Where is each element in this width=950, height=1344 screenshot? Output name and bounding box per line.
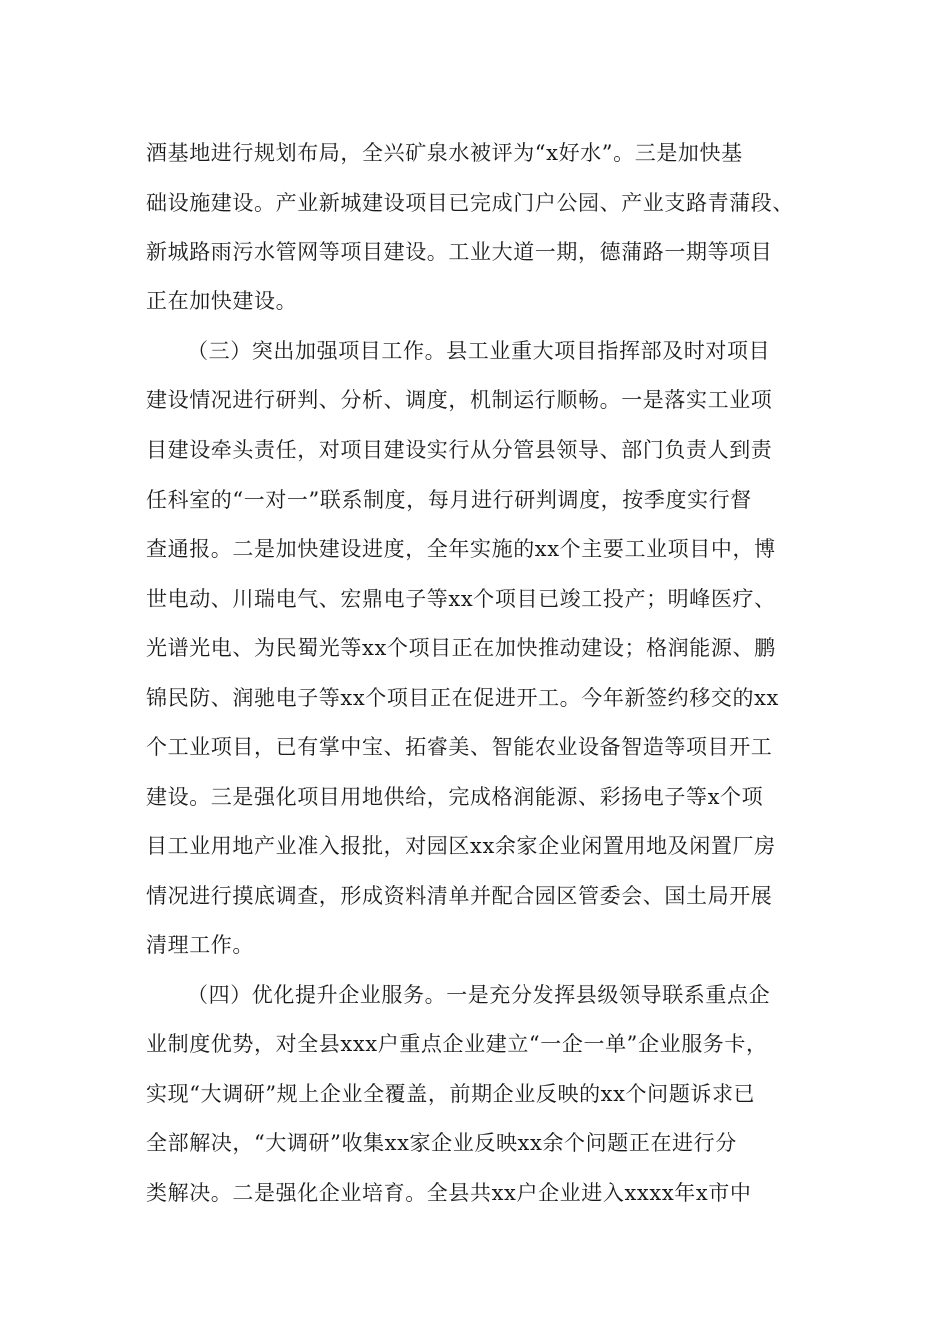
text-line-4: 正在加快建设。 [146,289,298,313]
text-line-5-section-3-heading: （三）突出加强项目工作。县工业重大项目指挥部及时对项目 [187,339,771,363]
text-line-1: 酒基地进行规划布局，全兴矿泉水被评为“x好水”。三是加快基 [146,141,743,165]
text-line-19: 业制度优势，对全县xxx户重点企业建立“一企一单”企业服务卡， [146,1032,768,1056]
text-line-22: 类解决。二是强化企业培育。全县共xx户企业进入xxxx年x市中 [146,1181,752,1205]
text-line-12: 锦民防、润驰电子等xx个项目正在促进开工。今年新签约移交的xx [146,686,779,710]
text-line-13: 个工业项目，已有掌中宝、拓睿美、智能农业设备智造等项目开工 [146,735,773,759]
text-line-18-section-4-heading: （四）优化提升企业服务。一是充分发挥县级领导联系重点企 [187,983,771,1007]
text-line-7: 目建设牵头责任，对项目建设实行从分管县领导、部门负责人到责 [146,438,773,462]
text-line-17: 清理工作。 [146,933,254,957]
text-line-2: 础设施建设。产业新城建设项目已完成门户公园、产业支路青蒲段、 [146,191,794,215]
text-line-9: 查通报。二是加快建设进度，全年实施的xx个主要工业项目中，博 [146,537,776,561]
text-line-14: 建设。三是强化项目用地供给，完成格润能源、彩扬电子等x个项 [146,785,764,809]
text-line-21: 全部解决，“大调研”收集xx家企业反映xx余个问题正在进行分 [146,1131,737,1155]
text-line-15: 目工业用地产业准入报批，对园区xx余家企业闲置用地及闲置厂房 [146,834,776,858]
text-line-8: 任科室的“一对一”联系制度，每月进行研判调度，按季度实行督 [146,488,752,512]
text-line-11: 光谱光电、为民蜀光等xx个项目正在加快推动建设；格润能源、鹏 [146,636,776,660]
text-line-10: 世电动、川瑞电气、宏鼎电子等xx个项目已竣工投产；明峰医疗、 [146,587,776,611]
text-line-16: 情况进行摸底调查，形成资料清单并配合园区管委会、国土局开展 [146,884,773,908]
text-line-3: 新城路雨污水管网等项目建设。工业大道一期，德蒲路一期等项目 [146,240,773,264]
text-line-6: 建设情况进行研判、分析、调度，机制运行顺畅。一是落实工业项 [146,388,773,412]
text-line-20: 实现“大调研”规上企业全覆盖，前期企业反映的xx个问题诉求已 [146,1082,756,1106]
